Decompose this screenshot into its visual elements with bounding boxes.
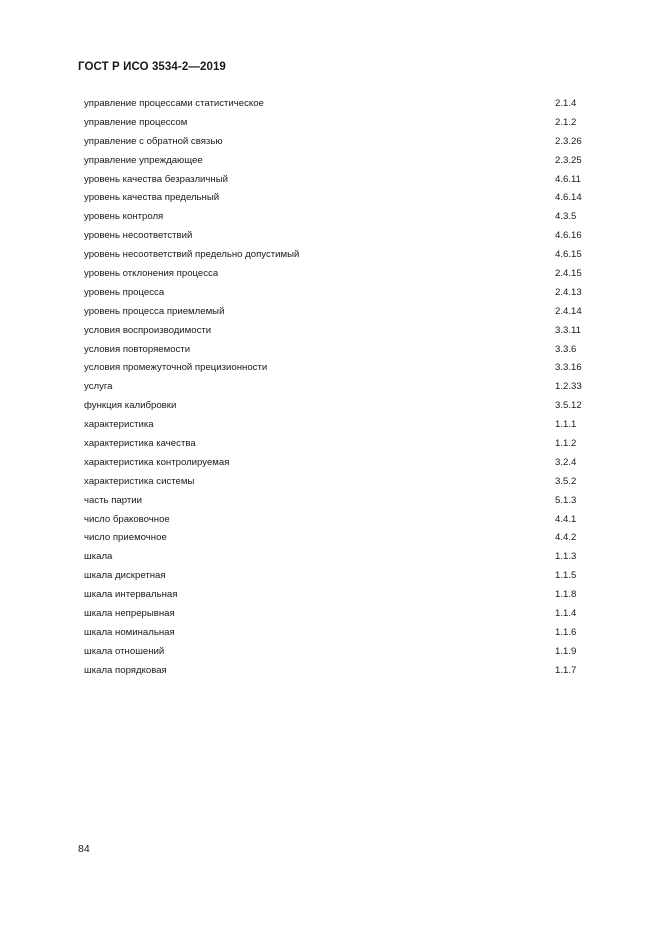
index-reference: 1.1.1 bbox=[555, 419, 577, 431]
index-reference: 1.1.6 bbox=[555, 626, 577, 638]
index-entry bbox=[84, 152, 584, 171]
index-entry bbox=[84, 246, 584, 265]
index-entry bbox=[84, 662, 584, 681]
index-term: услуга bbox=[84, 381, 113, 393]
index-term: число приемочное bbox=[84, 532, 167, 544]
index-term: функция калибровки bbox=[84, 400, 177, 412]
index-reference: 4.6.14 bbox=[555, 192, 582, 204]
index-reference: 4.6.15 bbox=[555, 249, 582, 261]
index-reference: 4.4.1 bbox=[555, 513, 577, 525]
index-entry bbox=[84, 359, 584, 378]
index-term: число браковочное bbox=[84, 513, 170, 525]
index-entry bbox=[84, 643, 584, 662]
index-reference: 1.1.4 bbox=[555, 608, 577, 620]
index-term: управление процессами статистическое bbox=[84, 98, 264, 109]
index-reference: 1.1.9 bbox=[555, 645, 577, 657]
index-term: уровень несоответствий предельно допустимый bbox=[84, 249, 300, 261]
index-term: шкала интервальная bbox=[84, 589, 178, 601]
index-reference: 4.4.2 bbox=[555, 532, 577, 544]
index-term: шкала порядковая bbox=[84, 664, 167, 676]
index-term: уровень процесса bbox=[84, 286, 165, 298]
index-entry bbox=[84, 624, 584, 643]
index-entry bbox=[84, 95, 584, 114]
index-term: шкала непрерывная bbox=[84, 608, 175, 620]
index-reference: 3.5.12 bbox=[555, 400, 582, 412]
index-entry bbox=[84, 473, 584, 492]
index-reference: 2.4.13 bbox=[555, 286, 582, 298]
index-entry bbox=[84, 378, 584, 397]
index-reference: 1.2.33 bbox=[555, 381, 582, 393]
index-entry bbox=[84, 265, 584, 284]
index-entry bbox=[84, 492, 584, 511]
index-entry bbox=[84, 284, 584, 303]
index-reference: 1.1.3 bbox=[555, 551, 577, 563]
term-index-list bbox=[84, 95, 584, 681]
index-reference: 1.1.2 bbox=[555, 438, 577, 450]
index-reference: 1.1.7 bbox=[555, 664, 577, 676]
index-term: характеристика bbox=[84, 419, 154, 431]
index-reference: 3.2.4 bbox=[555, 456, 577, 468]
index-term: характеристика качества bbox=[84, 438, 196, 450]
index-term: условия повторяемости bbox=[84, 343, 191, 355]
index-reference: 2.4.15 bbox=[555, 268, 582, 280]
page-number: 84 bbox=[78, 843, 90, 855]
index-entry bbox=[84, 171, 584, 190]
index-entry bbox=[84, 567, 584, 586]
index-entry bbox=[84, 435, 584, 454]
index-entry bbox=[84, 529, 584, 548]
index-term: шкала bbox=[84, 551, 113, 563]
index-term: часть партии bbox=[84, 494, 142, 506]
index-entry bbox=[84, 511, 584, 530]
index-reference: 3.3.11 bbox=[555, 324, 581, 336]
index-reference: 3.3.6 bbox=[555, 343, 577, 355]
index-reference: 2.4.14 bbox=[555, 305, 582, 317]
index-term: условия промежуточной прецизионности bbox=[84, 362, 268, 374]
index-reference: 4.3.5 bbox=[555, 211, 577, 223]
index-term: шкала номинальная bbox=[84, 626, 175, 638]
index-term: уровень отклонения процесса bbox=[84, 268, 219, 280]
index-reference: 1.1.5 bbox=[555, 570, 577, 582]
index-reference: 2.1.2 bbox=[555, 116, 577, 128]
index-reference: 4.6.11 bbox=[555, 173, 581, 185]
document-header: ГОСТ Р ИСО 3534-2—2019 bbox=[78, 61, 226, 73]
index-entry bbox=[84, 189, 584, 208]
index-entry bbox=[84, 208, 584, 227]
index-entry bbox=[84, 397, 584, 416]
index-term: уровень процесса приемлемый bbox=[84, 305, 225, 317]
index-reference: 3.5.2 bbox=[555, 475, 577, 487]
index-entry bbox=[84, 114, 584, 133]
index-entry bbox=[84, 322, 584, 341]
index-term: условия воспроизводимости bbox=[84, 324, 212, 336]
index-entry bbox=[84, 605, 584, 624]
index-term: характеристика системы bbox=[84, 475, 195, 487]
index-entry bbox=[84, 416, 584, 435]
index-reference: 2.1.4 bbox=[555, 98, 577, 109]
index-entry bbox=[84, 548, 584, 567]
index-term: характеристика контролируемая bbox=[84, 456, 230, 468]
index-term: управление процессом bbox=[84, 116, 188, 128]
index-entry bbox=[84, 341, 584, 360]
index-entry bbox=[84, 227, 584, 246]
index-term: шкала дискретная bbox=[84, 570, 166, 582]
index-reference: 5.1.3 bbox=[555, 494, 577, 506]
index-entry bbox=[84, 586, 584, 605]
index-reference: 1.1.8 bbox=[555, 589, 577, 601]
index-term: управление упреждающее bbox=[84, 154, 203, 166]
index-term: управление с обратной связью bbox=[84, 135, 223, 147]
index-term: уровень контроля bbox=[84, 211, 164, 223]
index-entry bbox=[84, 133, 584, 152]
index-term: шкала отношений bbox=[84, 645, 165, 657]
index-term: уровень качества безразличный bbox=[84, 173, 228, 185]
index-reference: 2.3.25 bbox=[555, 154, 582, 166]
index-reference: 2.3.26 bbox=[555, 135, 582, 147]
index-reference: 3.3.16 bbox=[555, 362, 582, 374]
index-reference: 4.6.16 bbox=[555, 230, 582, 242]
index-term: уровень несоответствий bbox=[84, 230, 193, 242]
index-entry bbox=[84, 454, 584, 473]
index-term: уровень качества предельный bbox=[84, 192, 220, 204]
index-entry bbox=[84, 303, 584, 322]
